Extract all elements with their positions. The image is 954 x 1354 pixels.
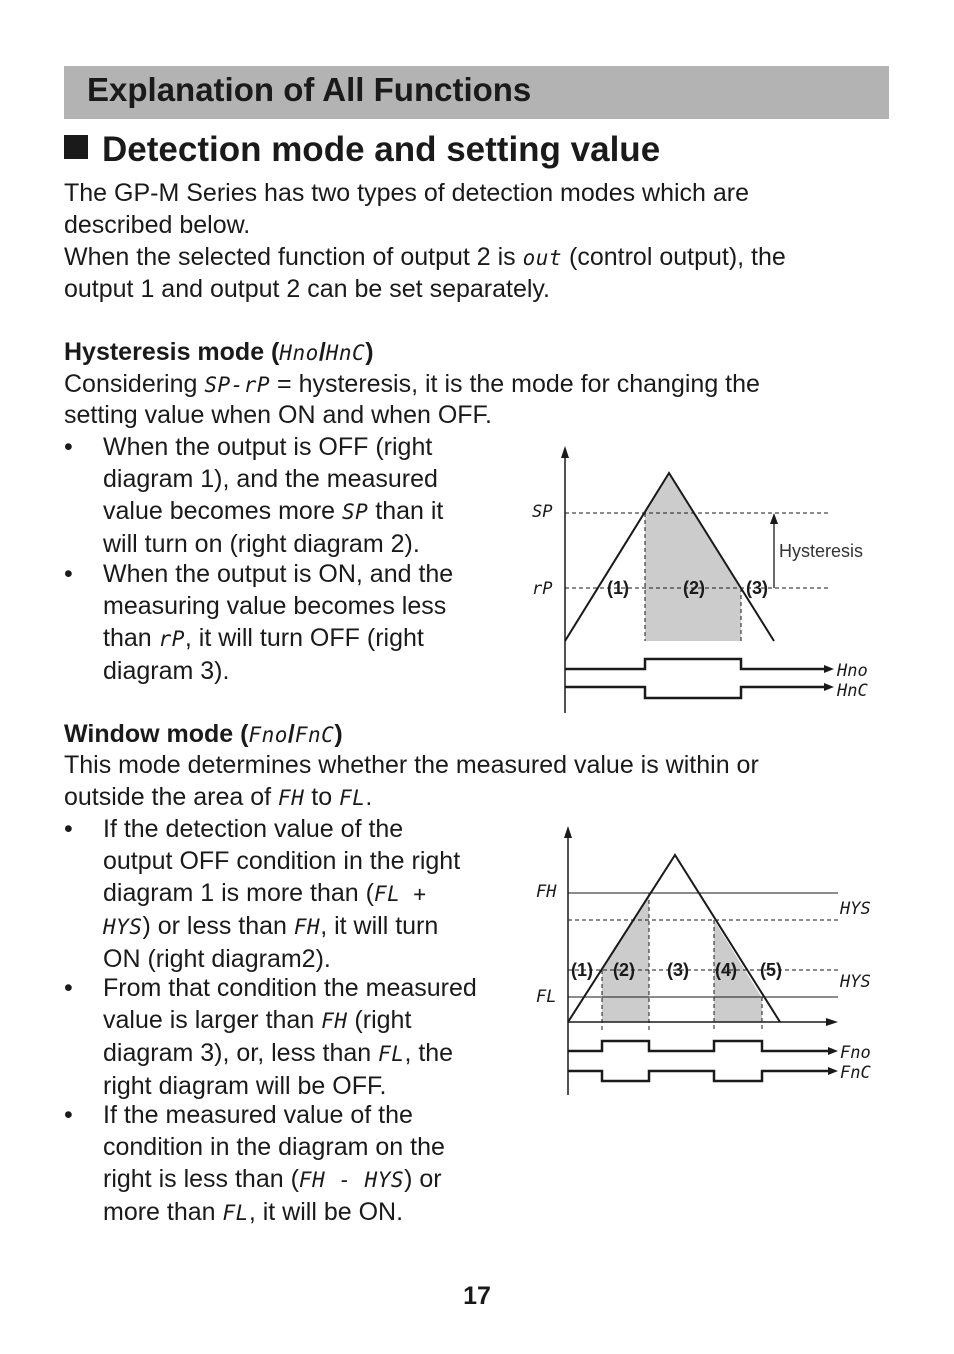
sp-label: SP — [532, 502, 553, 522]
text-span: ) — [334, 720, 343, 748]
region-3-label: (3) — [746, 578, 768, 598]
intro-line-3 — [64, 241, 786, 274]
segment-code: FL — [222, 1201, 249, 1225]
hysteresis-title — [64, 336, 374, 369]
segment-code: rP — [158, 627, 185, 651]
text-span: than — [103, 624, 159, 652]
text-span: / — [318, 338, 326, 366]
text-span: = hysteresis, it is the mode for changing the — [270, 370, 760, 398]
hysteresis-diagram — [525, 440, 885, 720]
text-line: right diagram will be OFF. — [103, 1072, 387, 1100]
square-bullet-icon — [64, 135, 88, 159]
page-number: 17 — [463, 1282, 491, 1310]
arrow-right-icon — [828, 1067, 838, 1075]
arrow-right-icon — [824, 665, 834, 673]
text-line: ON (right diagram2). — [103, 945, 331, 973]
text-span: diagram 1 is more than ( — [103, 879, 374, 907]
hys-label-upper: HYS — [840, 899, 871, 919]
text-span: . — [365, 783, 373, 811]
text-span: , it will turn OFF (right — [184, 624, 424, 652]
fno-label: Fno — [840, 1043, 871, 1063]
bullet-dot: • — [64, 1101, 73, 1129]
hno-label: Hno — [837, 661, 868, 681]
segment-code: FH — [278, 786, 305, 810]
segment-code: FH — [293, 915, 321, 939]
segment-code: FH - HYS — [298, 1168, 405, 1192]
segment-code: Fno — [248, 723, 288, 747]
fnc-waveform — [568, 1071, 830, 1081]
region-1-label: (1) — [571, 960, 593, 980]
section-banner: Explanation of All Functions — [64, 66, 889, 119]
segment-code: SP — [342, 500, 369, 524]
fnc-label: FnC — [840, 1063, 871, 1083]
hys-label-lower: HYS — [840, 972, 871, 992]
text-span: ) — [365, 338, 374, 366]
text-line — [103, 1004, 477, 1037]
y-axis-arrow-icon — [564, 826, 572, 838]
intro-line-1: The GP-M Series has two types of detection modes which are — [64, 179, 750, 207]
text-span: value becomes more — [103, 497, 343, 525]
segment-code: SP-rP — [204, 373, 271, 397]
hnc-label: HnC — [837, 681, 868, 701]
hno-waveform — [565, 659, 826, 669]
region-3-label: (3) — [667, 960, 689, 980]
segment-code: Hno — [279, 341, 319, 365]
hnc-waveform — [565, 687, 826, 698]
text-line — [103, 495, 443, 528]
fno-waveform — [568, 1041, 830, 1051]
window-diagram — [525, 820, 885, 1105]
text-span: When the selected function of output 2 is — [64, 243, 523, 271]
hysteresis-shaded-region-upper — [645, 473, 741, 641]
text-line — [103, 622, 453, 655]
text-span: value is larger than — [103, 1006, 322, 1034]
text-span: than it — [368, 497, 444, 525]
text-span: Considering — [64, 370, 205, 398]
segment-code: FnC — [294, 723, 335, 747]
rp-label: rP — [532, 579, 553, 599]
hysteresis-label: Hysteresis — [779, 541, 864, 561]
window-desc-2 — [64, 781, 372, 814]
text-span: Window mode ( — [64, 720, 249, 748]
region-4-label: (4) — [715, 960, 737, 980]
text-line: measuring value becomes less — [103, 592, 447, 620]
text-span: diagram 3), or, less than — [103, 1039, 379, 1067]
segment-code: FH — [321, 1009, 348, 1033]
text-span: ) or less than — [142, 912, 294, 940]
bullet-dot: • — [64, 560, 73, 588]
segment-code: HYS — [103, 915, 143, 939]
page-title-text: Detection mode and setting value — [102, 130, 661, 169]
text-span: right is less than ( — [103, 1165, 299, 1193]
segment-code: FL — [378, 1042, 405, 1066]
text-span: , the — [404, 1039, 454, 1067]
text-line — [103, 1163, 445, 1196]
segment-code: HnC — [325, 341, 366, 365]
text-span: (control output), the — [562, 243, 786, 271]
text-span: to — [304, 783, 340, 811]
hysteresis-desc-2: setting value when ON and when OFF. — [64, 401, 493, 429]
text-span: ) or — [404, 1165, 442, 1193]
fh-label: FH — [536, 882, 557, 902]
region-2-label: (2) — [683, 578, 705, 598]
text-span: , it will turn — [320, 912, 439, 940]
segment-code: out — [522, 246, 563, 270]
text-line: will turn on (right diagram 2). — [103, 530, 420, 558]
text-line: If the detection value of the — [103, 815, 404, 843]
bullet-dot: • — [64, 974, 73, 1002]
page-title — [64, 128, 660, 172]
segment-code: FL + — [373, 882, 427, 906]
text-line — [103, 877, 460, 910]
text-line: condition in the diagram on the — [103, 1133, 445, 1161]
arrow-head-icon — [770, 513, 778, 524]
fl-label: FL — [536, 987, 557, 1007]
y-axis-arrow-icon — [561, 446, 569, 458]
hysteresis-desc-1 — [64, 368, 760, 401]
intro-line-4: output 1 and output 2 can be set separately. — [64, 275, 550, 303]
text-span: Hysteresis mode ( — [64, 338, 280, 366]
window-title — [64, 718, 343, 751]
text-line — [103, 1196, 445, 1229]
region-1-label: (1) — [607, 578, 629, 598]
text-span: (right — [347, 1006, 412, 1034]
text-line: When the output is ON, and the — [103, 560, 454, 588]
intro-line-2: described below. — [64, 211, 251, 239]
arrow-right-icon — [824, 683, 834, 691]
bullet-dot: • — [64, 433, 73, 461]
text-line: output OFF condition in the right — [103, 847, 461, 875]
region-5-label: (5) — [760, 960, 782, 980]
text-span: more than — [103, 1198, 223, 1226]
text-line: If the measured value of the — [103, 1101, 413, 1129]
window-desc-1: This mode determines whether the measured value is within or — [64, 751, 759, 779]
x-axis-arrow-icon — [826, 1018, 838, 1026]
text-span: , it will be ON. — [248, 1198, 404, 1226]
text-line: diagram 1), and the measured — [103, 465, 438, 493]
text-span: / — [287, 720, 295, 748]
region-2-label: (2) — [613, 960, 635, 980]
text-span: outside the area of — [64, 783, 279, 811]
segment-code: FL — [339, 786, 366, 810]
text-line — [103, 910, 460, 943]
bullet-dot: • — [64, 815, 73, 843]
text-line: diagram 3). — [103, 657, 230, 685]
arrow-right-icon — [828, 1047, 838, 1055]
text-line — [103, 1037, 477, 1070]
text-line: From that condition the measured — [103, 974, 477, 1002]
text-line: When the output is OFF (right — [103, 433, 433, 461]
